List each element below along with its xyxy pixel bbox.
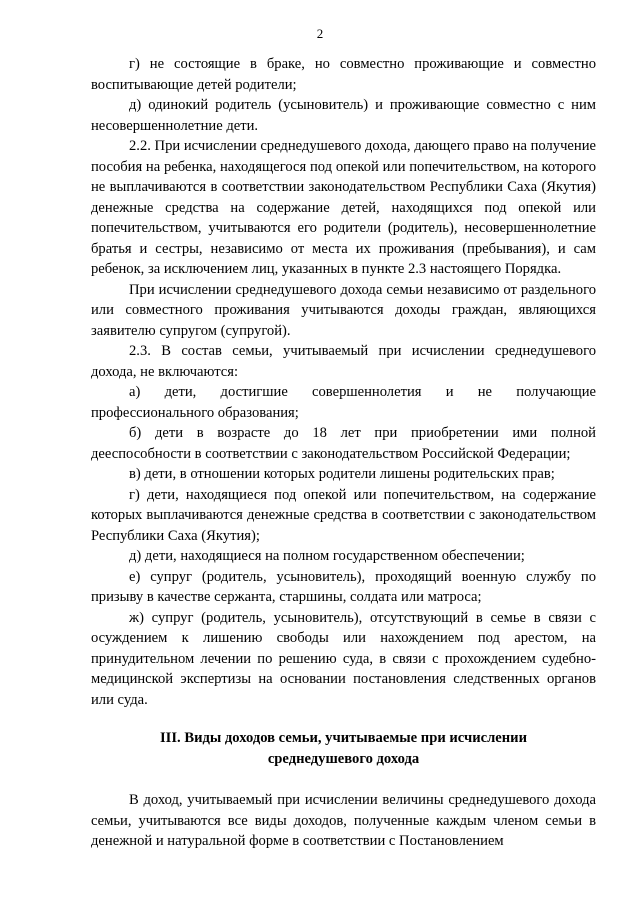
paragraph-item-g: г) не состоящие в браке, но совместно проживающие и совместно воспитывающие детей родители; [91, 56, 596, 93]
section-heading [91, 728, 596, 769]
page-number: 2 [316, 26, 324, 41]
paragraph-2-3: 2.3. В состав семьи, учитываемый при исчислении среднедушевого дохода, не включаются: [91, 343, 596, 380]
paragraph-spouse-income: При исчислении среднедушевого дохода семьи независимо от раздельного или совместного проживания учитываются доходы граждан, являющихся заявителю супругом (супругой). [91, 281, 596, 339]
list-item-v: в) дети, в отношении которых родители лишены родительских прав; [129, 466, 555, 482]
list-item-d: д) дети, находящиеся на полном государственном обеспечении; [129, 548, 525, 564]
paragraph-income-types: В доход, учитываемый при исчислении величины среднедушевого дохода семьи, учитываются все виды доходов, полученные каждым членом семьи в денежной и натуральной форме в соответствии с Постановлением [91, 792, 596, 849]
list-item-g: г) дети, находящиеся под опекой или попечительством, на содержание которых выплачиваются денежные средства в соответствии с законодательством Республики Саха (Якутия); [91, 486, 596, 544]
list-item-b: б) дети в возрасте до 18 лет при приобретении ими полной дееспособности в соответствии с законодательством Российской Федерации; [91, 425, 596, 462]
list-item-zh: ж) супруг (родитель, усыновитель), отсутствующий в семье в связи с осуждением к лишению свободы или нахождением под арестом, на принудительном лечении по решению суда, в связи с прохождением судебно-медицинской экспертизы на основании постановления следственных органов или суда. [91, 609, 596, 708]
list-item-a: а) дети, достигшие совершеннолетия и не получающие профессионального образования; [91, 384, 596, 421]
section-heading-line-1: III. Виды доходов семьи, учитываемые при исчислении [160, 730, 527, 746]
list-item-e: е) супруг (родитель, усыновитель), проходящий военную службу по призыву в качестве сержанта, старшины, солдата или матроса; [91, 568, 596, 605]
paragraph-2-2: 2.2. При исчислении среднедушевого дохода, дающего право на получение пособия на ребенка, находящегося под опекой или попечительством, на которого не выплачиваются в соответствии законодательством Республики Саха (Якутия) денежные средства на содержание детей, находящихся под опекой или попечительством, учитываются его родители (родитель), несовершеннолетние братья и сестры, независимо от места их проживания (пребывания), и сам ребенок, за исключением лиц, указанных в пункте 2.3 настоящего Порядка. [91, 138, 596, 277]
document-body [91, 54, 596, 852]
spacer [91, 769, 596, 790]
paragraph-item-d: д) одинокий родитель (усыновитель) и проживающие совместно с ним несовершеннолетние дети. [91, 97, 596, 134]
section-heading-line-2: среднедушевого дохода [267, 750, 420, 767]
spacer [91, 710, 596, 728]
